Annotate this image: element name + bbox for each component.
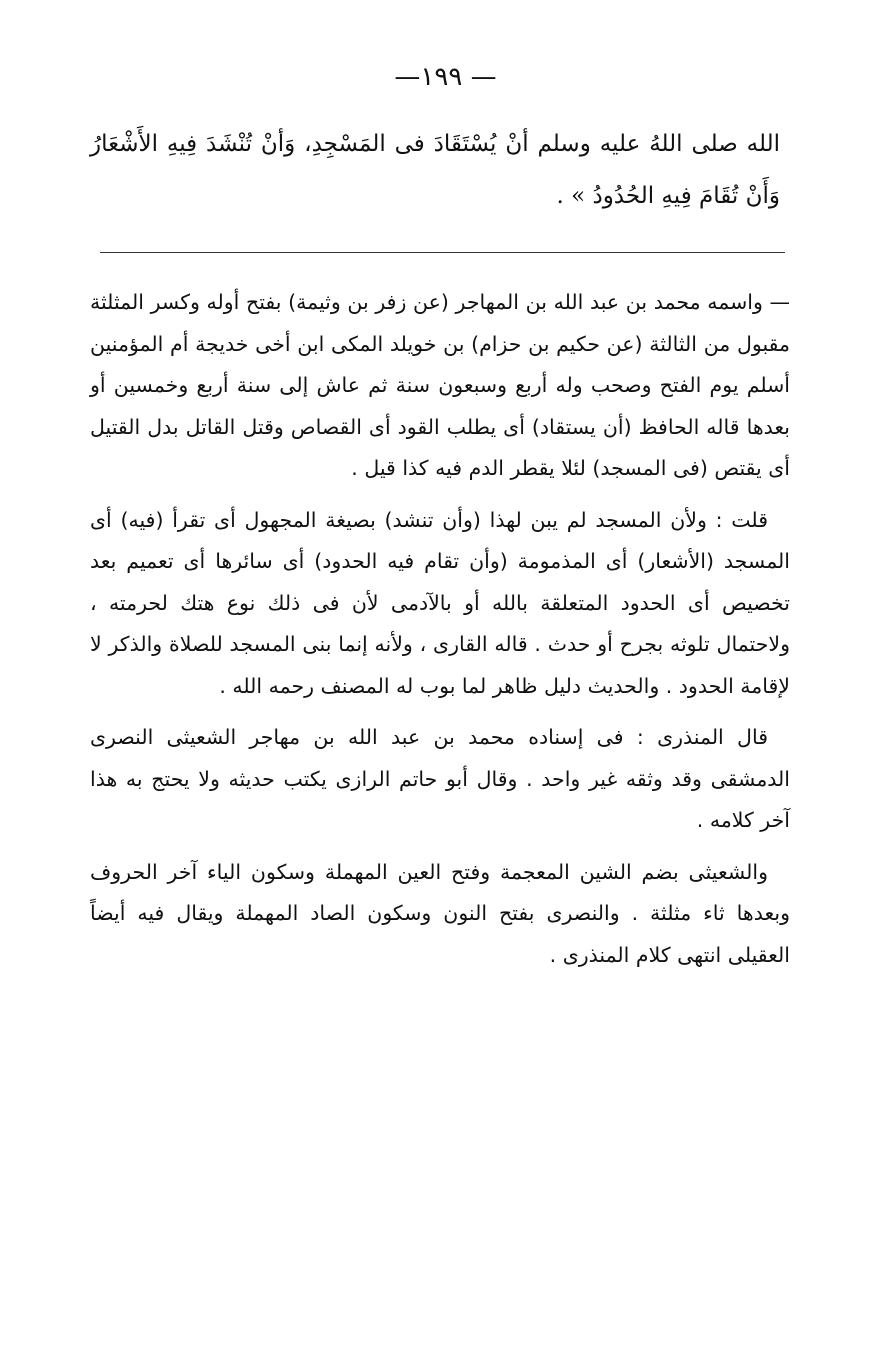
hadith-text: الله صلى اللهُ عليه وسلم أنْ يُسْتَقَادَ فى المَسْجِدِ، وَأنْ تُنْشَدَ فِيهِ الأَشْعَارُ وَأَنْ تُقَامَ فِيهِ الحُدُودُ » . [90, 131, 780, 209]
commentary-paragraph: قال المنذرى : فى إسناده محمد بن عبد الله بن مهاجر الشعيثى النصرى الدمشقى وقد وثقه غير واحد . وقال أبو حاتم الرازى يكتب حديثه ولا يحتج به هذا آخر كلامه . [90, 725, 790, 832]
commentary-paragraph: والشعيثى بضم الشين المعجمة وفتح العين المهملة وسكون الياء آخر الحروف وبعدها ثاء مثلثة . والنصرى بفتح النون وسكون الصاد المهملة ويقال فيه أيضاً العقيلى انتهى كلام المنذرى . [90, 859, 790, 967]
divider-line [100, 252, 785, 253]
page-number: —١٩٩ — [394, 62, 497, 92]
commentary-paragraph: قلت : ولأن المسجد لم يبن لهذا (وأن تنشد) بصيغة المجهول أى تقرأ (فيه) أى المسجد (الأشعار) أى المذمومة (وأن تقام فيه الحدود) أى سائرها أى تعميم بعد تخصيص أى الحدود المتعلقة بالله أو بالآدمى لأن فى ذلك نوع هتك لحرمته ، ولاحتمال تلوثه بجرح أو حدث . قاله القارى ، ولأنه إنما بنى المسجد للصلاة والذكر لا لإقامة الحدود . والحديث دليل ظاهر لما بوب له المصنف رحمه الله . [90, 507, 790, 698]
commentary-paragraph: — واسمه محمد بن عبد الله بن المهاجر (عن زفر بن وثيمة) بفتح أوله وكسر المثلثة مقبول من الثالثة (عن حكيم بن حزام) بن خويلد المكى ابن أخى خديجة أم المؤمنين أسلم يوم الفتح وصحب وله أربع وسبعون سنة ثم عاش إلى سنة أربع وخمسين أو بعدها قاله الحافظ (أن يستقاد) أى يطلب القود أى القصاص وقتل القاتل بدل القتيل أى يقتص (فى المسجد) لئلا يقطر الدم فيه كذا قيل . [90, 290, 790, 480]
commentary-section [90, 282, 790, 986]
